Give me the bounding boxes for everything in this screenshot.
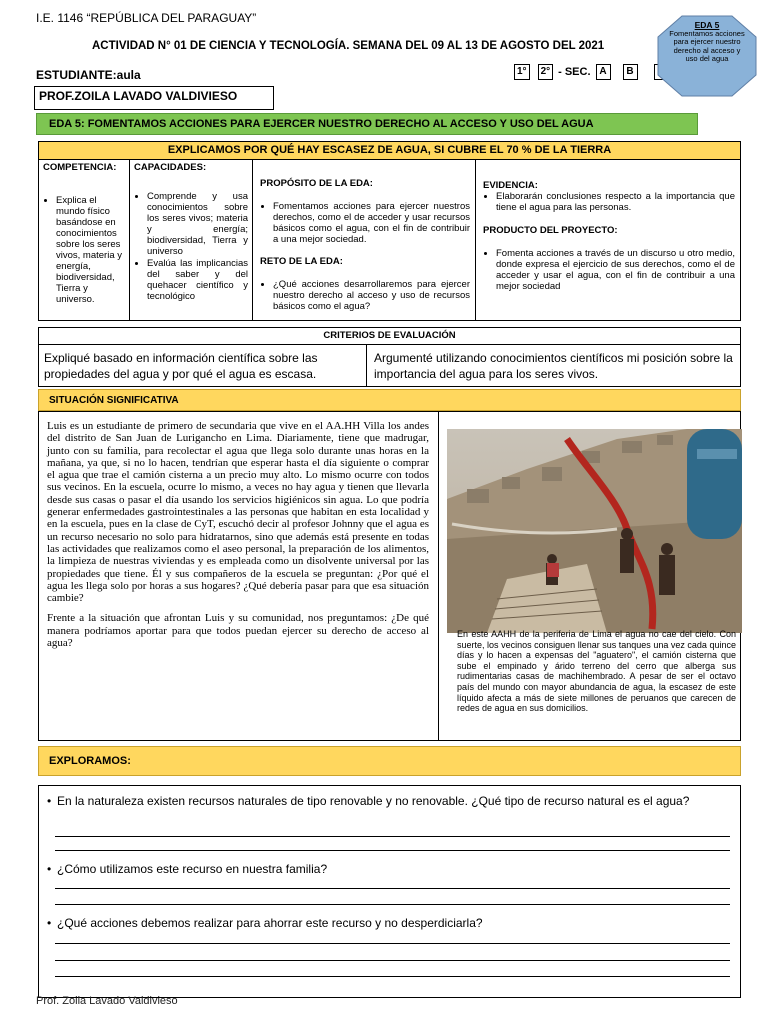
section-label: - SEC. <box>558 66 591 78</box>
situacion-box <box>38 411 741 741</box>
question-1: • En la naturaleza existen recursos naturales de tipo renovable y no renovable. ¿Qué tipo de recurso natural es el agua? <box>47 794 690 808</box>
evidencia-heading: EVIDENCIA: <box>483 180 538 191</box>
answer-line[interactable] <box>55 904 730 905</box>
capacidad-item: • Comprende y usa conocimientos sobre los seres vivos; materia y energía; biodiversidad, Tierra y universo <box>147 191 248 257</box>
answer-line[interactable] <box>55 888 730 889</box>
photo-caption: En este AAHH de la periferia de Lima el agua no cae del cielo. Con suerte, los vecinos consiguen llenar sus tanques una vez cada quince días y lo hacen a expensas del "aguatero", el camión cisterna que sube el empinado y árido terreno del cerro que alberga sus rudimentarias casas de machihembrado. A pesar de ser el octavo país del mundo con mayor abundancia de agua, la escasez de este líquido afecta a más de siete millones de peruanos que carecen de redes de agua en sus domicilios. <box>457 629 736 714</box>
question-1-text: En la naturaleza existen recursos naturales de tipo renovable y no renovable. ¿Qué tipo de recurso natural es el agua? <box>57 794 690 808</box>
capacidades-col <box>134 162 248 303</box>
answer-line[interactable] <box>55 960 730 961</box>
competencia-heading: COMPETENCIA: <box>43 162 117 173</box>
student-label: ESTUDIANTE:aula <box>36 68 141 82</box>
situacion-banner <box>38 389 741 411</box>
situacion-p1: Luis es un estudiante de primero de secundaria que vive en el AA.HH Villa los andes del distrito de San Juan de Lurigancho en Lima. Diariamente, tiene que madrugar, junto con su familia, para recolectar el agua que llega solo durante unas horas en la mañana, ya que, si no lo hacen, tendrían que esperar hasta el día siguiente o comprar el agua que trae el camión cisterna a un precio muy alto. Lo mismo ocurre con todos sus vecinos. En la escuela, ocurre lo mismo, a veces no hay agua y tienen que llevarla desde sus casas o pasar el día usando los servicios higiénicos sin agua. Lo que podría generar enfermedades gastrointestinales a las personas que habitan en esta localidad y en la escuela, pues en la clase de CyT, escuchó decir al profesor Johnny que el agua es un recurso necesario no solo para hidratarnos, sino que además está presente en todas las actividades que realizamos como el aseo personal, la preparación de los alimentos, la limpieza de nuestras viviendas y es empleada como un disolvente universal por las propiedades que tiene. Él y sus compañeros de la escuela se preguntan: ¿Por qué el agua les llega solo por horas a sus hogares? ¿Qué debería pasar para que esa situación cambie? <box>47 420 429 605</box>
reto-text: • ¿Qué acciones desarrollaremos para ejercer nuestro derecho al acceso y uso de recursos básicos como el agua? <box>273 279 470 312</box>
capacidad-item: • Evalúa las implicancias del saber y del quehacer científico y tecnológico <box>147 258 248 302</box>
explain-banner: EXPLICAMOS POR QUÉ HAY ESCASEZ DE AGUA, SI CUBRE EL 70 % DE LA TIERRA <box>39 142 740 160</box>
footer-teacher: Prof. Zoila Lavado Valdivieso <box>36 995 178 1007</box>
proposito-col <box>260 178 470 313</box>
situacion-title: SITUACIÓN SIGNIFICATIVA <box>49 395 179 406</box>
evidencia-text: • Elaborarán conclusiones respecto a la importancia que tiene el agua para las personas. <box>496 191 735 213</box>
section-a-box[interactable]: A <box>596 64 611 80</box>
eda-banner <box>36 113 698 135</box>
reto-heading: RETO DE LA EDA: <box>260 256 343 267</box>
producto-heading: PRODUCTO DEL PROYECTO: <box>483 225 618 236</box>
eda-badge <box>657 15 757 97</box>
evidencia-col <box>483 180 735 293</box>
grade-2-box[interactable]: 2° <box>538 64 554 80</box>
competencia-col <box>43 162 127 306</box>
badge-text: Fomentamos acciones para ejercer nuestro derecho al acceso y uso del agua <box>669 28 745 63</box>
teacher-box <box>34 86 274 110</box>
answer-line[interactable] <box>55 943 730 944</box>
situacion-p2: Frente a la situación que afrontan Luis y su comunidad, nos preguntamos: ¿De qué manera podríamos aportar para que todos puedan ejercer su derecho de acceso al agua? <box>47 612 429 650</box>
proposito-heading: PROPÓSITO DE LA EDA: <box>260 178 373 189</box>
competencia-text: • Explica el mundo físico basándose en conocimientos sobre los seres vivos, materia y energía, biodiversidad, Tierra y universo. <box>56 195 127 305</box>
eda-table <box>38 141 741 321</box>
criterios-box <box>38 327 741 387</box>
school-name: I.E. 1146 “REPÚBLICA DEL PARAGUAY” <box>36 11 257 25</box>
badge-title: EDA 5 <box>694 20 720 30</box>
exploramos-title: EXPLORAMOS: <box>49 755 131 767</box>
criterio-right: Argumenté utilizando conocimientos científicos mi posición sobre la importancia del agua para los seres vivos. <box>374 351 733 381</box>
answer-line[interactable] <box>55 850 730 851</box>
water-truck-photo <box>447 429 742 633</box>
eda-banner-text: EDA 5: FOMENTAMOS ACCIONES PARA EJERCER NUESTRO DERECHO AL ACCESO Y USO DEL AGUA <box>49 118 594 130</box>
capacidades-heading: CAPACIDADES: <box>134 162 207 173</box>
producto-text: • Fomenta acciones a través de un discurso u otro medio, donde expresa el ejercicio de sus derechos, como el de acceder y usar el agua, con el fin de contribuir a una mejor sociedad <box>496 248 735 292</box>
exploramos-banner <box>38 746 741 776</box>
section-b-box[interactable]: B <box>623 64 638 80</box>
criterio-left: Expliqué basado en información científica sobre las propiedades del agua y por qué el agua es escasa. <box>44 351 318 381</box>
grade-1-box[interactable]: 1° <box>514 64 530 80</box>
photo-illustration <box>447 429 742 633</box>
question-2-text: ¿Cómo utilizamos este recurso en nuestra familia? <box>57 862 328 876</box>
question-3: • ¿Qué acciones debemos realizar para ahorrar este recurso y no desperdiciarla? <box>47 916 483 930</box>
question-3-text: ¿Qué acciones debemos realizar para ahorrar este recurso y no desperdiciarla? <box>57 916 483 930</box>
grade-section-row <box>513 64 670 80</box>
teacher-name: PROF.ZOILA LAVADO VALDIVIESO <box>39 89 238 103</box>
exploramos-box <box>38 785 741 998</box>
proposito-text: • Fomentamos acciones para ejercer nuestros derechos, como el de acceder y usar recursos básicos como el agua, con el fin de contribuir a una mejor sociedad. <box>273 201 470 245</box>
answer-line[interactable] <box>55 976 730 977</box>
question-2: • ¿Cómo utilizamos este recurso en nuestra familia? <box>47 862 328 876</box>
activity-title: ACTIVIDAD N° 01 DE CIENCIA Y TECNOLOGÍA. SEMANA DEL 09 AL 13 DE AGOSTO DEL 2021 <box>92 40 605 52</box>
criterios-title: CRITERIOS DE EVALUACIÓN <box>39 328 740 345</box>
situacion-text <box>47 420 429 649</box>
answer-line[interactable] <box>55 836 730 837</box>
